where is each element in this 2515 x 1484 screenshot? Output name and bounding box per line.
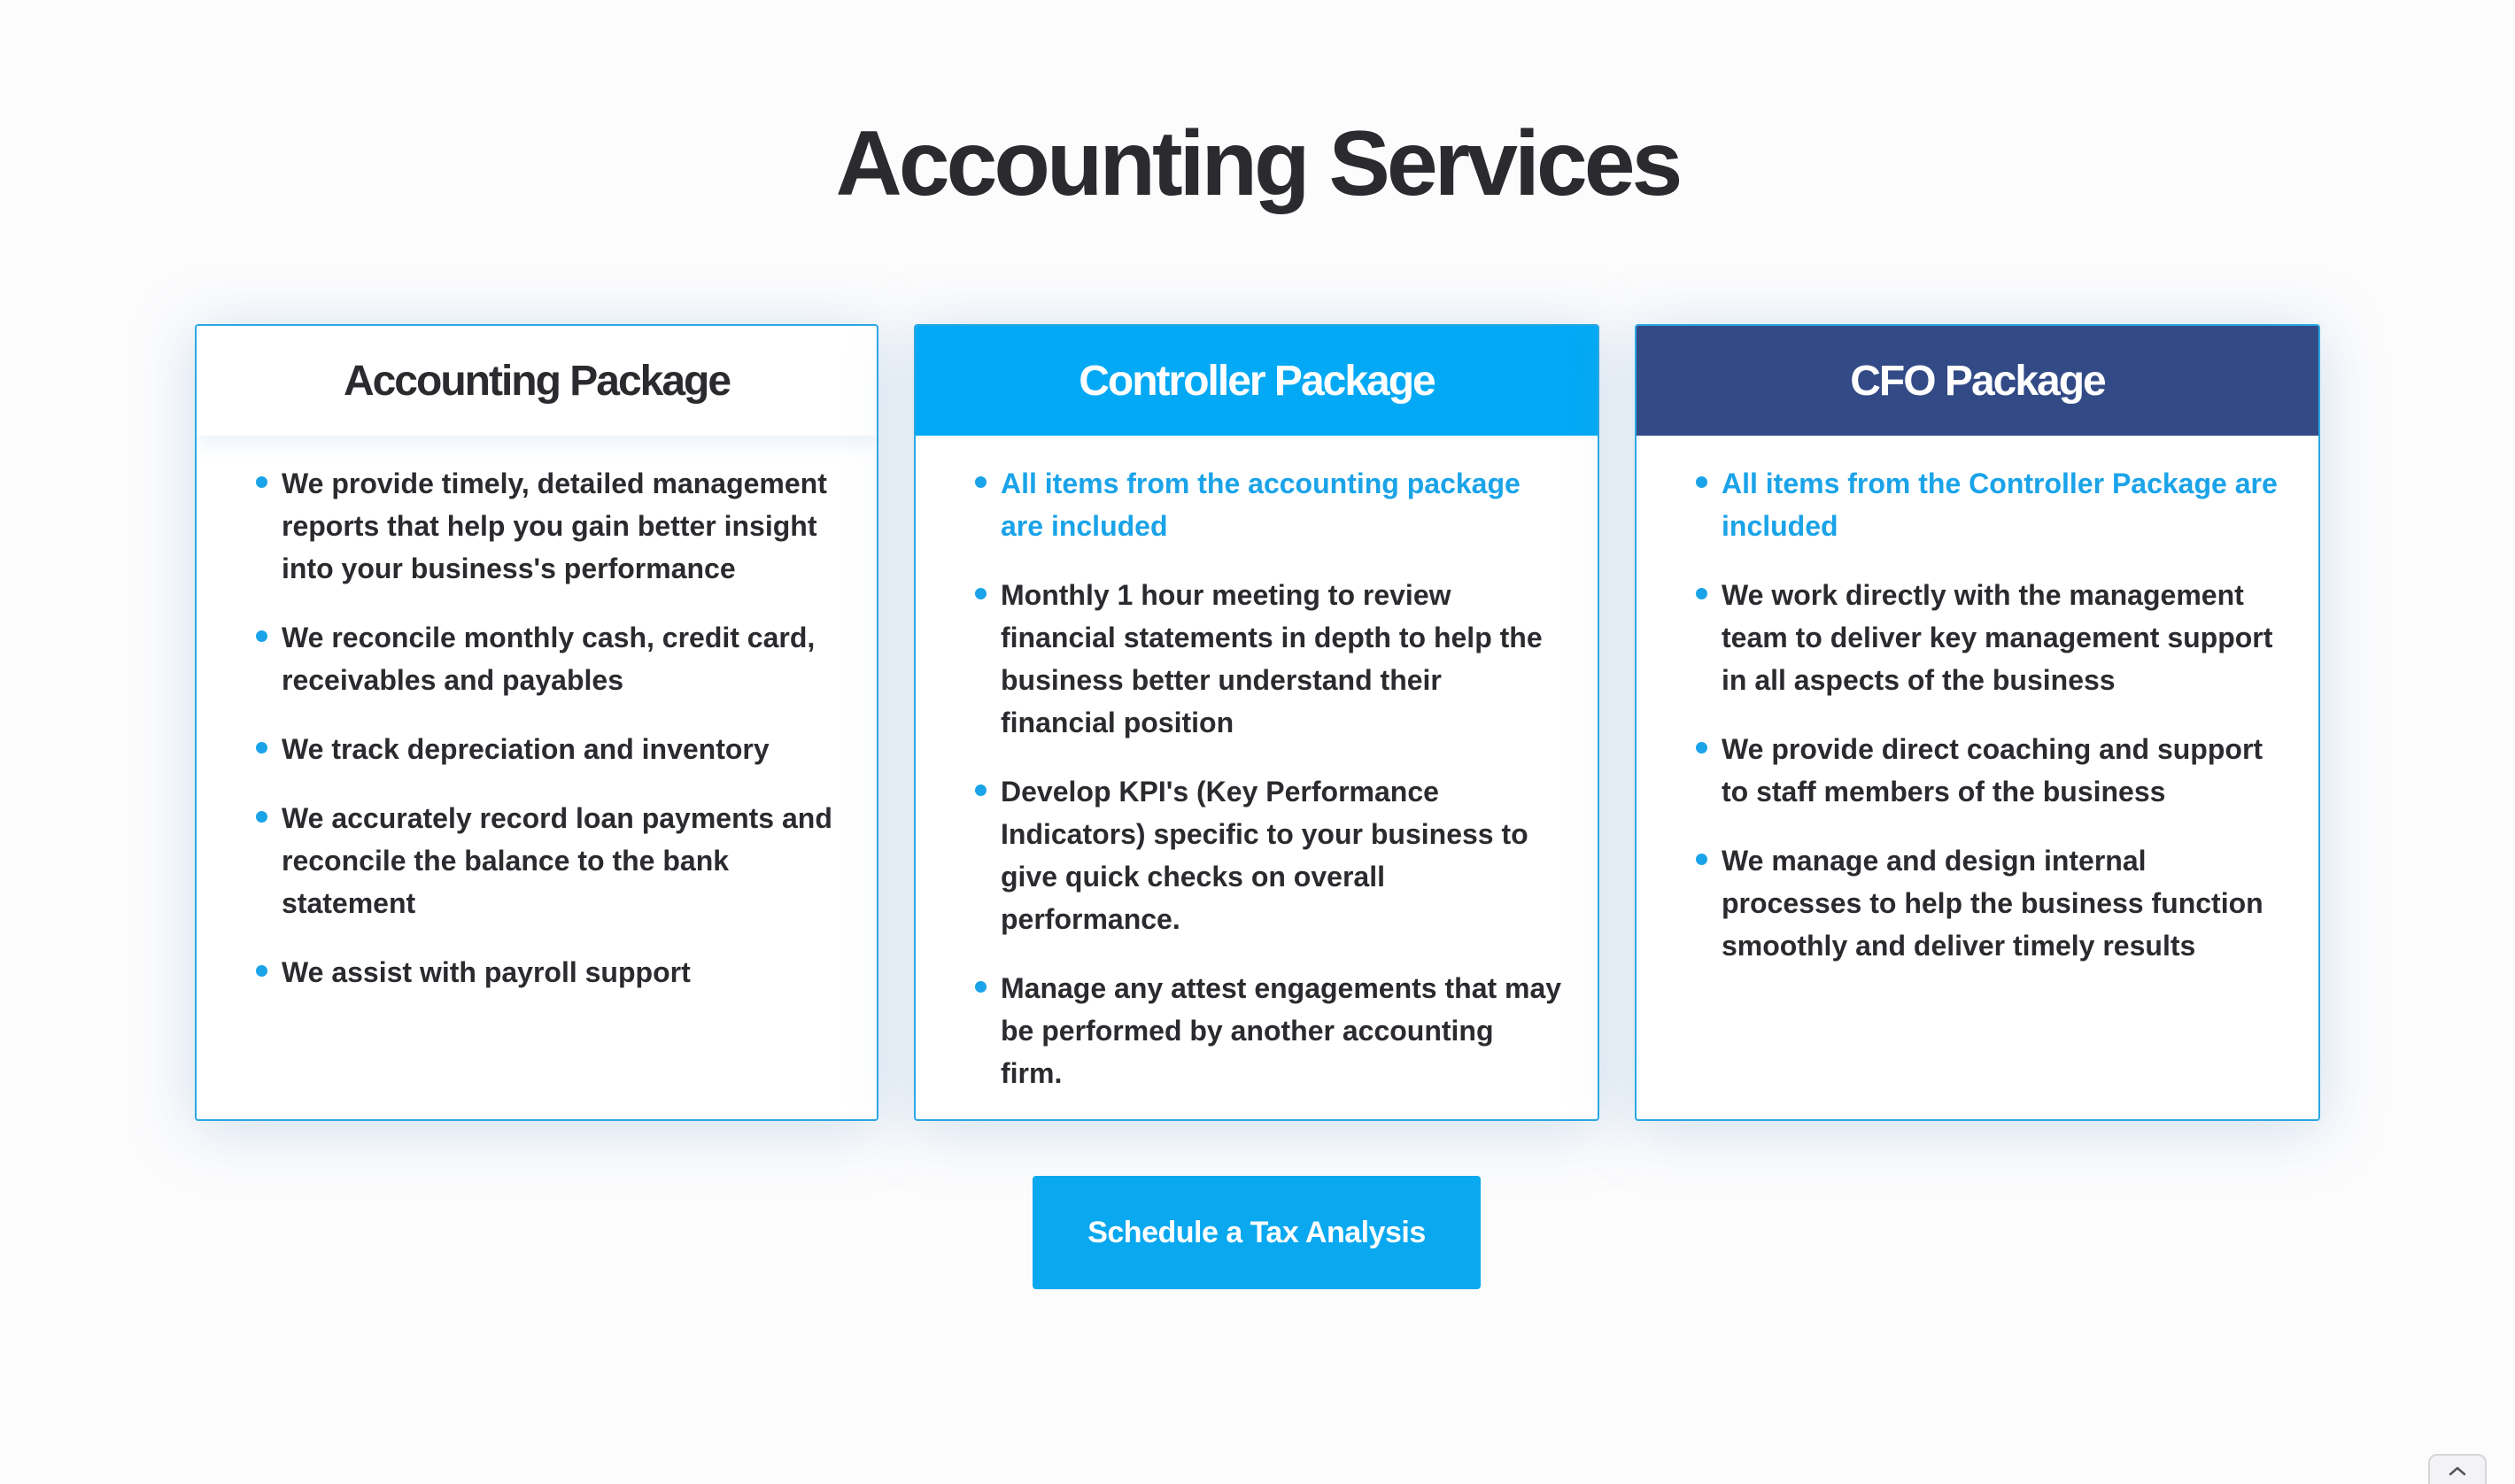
feature-item-highlight xyxy=(1722,462,2283,547)
bullet-dot-icon xyxy=(256,630,267,642)
bullet-dot-icon xyxy=(256,811,267,823)
feature-text: We reconcile monthly cash, credit card, receivables and payables xyxy=(282,622,816,696)
feature-text: Manage any attest engagements that may be performed by another accounting firm. xyxy=(1001,972,1562,1089)
feature-text: We manage and design internal processes to help the business function smoothly and deliver timely results xyxy=(1722,845,2264,962)
accounting-package-card xyxy=(195,324,878,1121)
bullet-dot-icon xyxy=(975,981,987,993)
card-title: Controller Package xyxy=(1079,357,1435,405)
card-title: Accounting Package xyxy=(343,357,731,405)
feature-text: All items from the Controller Package are included xyxy=(1722,468,2278,542)
page-title: Accounting Services xyxy=(835,112,1680,215)
feature-item xyxy=(1001,967,1562,1094)
bullet-dot-icon xyxy=(975,588,987,599)
card-header xyxy=(916,326,1598,436)
scroll-to-top-button[interactable] xyxy=(2428,1454,2487,1484)
feature-text: We provide timely, detailed management reports that help you gain better insight into your business's performance xyxy=(282,468,827,584)
feature-text: Develop KPI's (Key Performance Indicators) specific to your business to give quick checks on overall performance. xyxy=(1001,776,1528,935)
bullet-dot-icon xyxy=(256,965,267,977)
feature-item xyxy=(1001,770,1562,940)
card-header xyxy=(1637,326,2318,436)
bullet-dot-icon xyxy=(1696,476,1707,488)
feature-item xyxy=(282,462,841,590)
feature-text: We provide direct coaching and support to staff members of the business xyxy=(1722,733,2264,808)
feature-item xyxy=(282,951,841,993)
bullet-dot-icon xyxy=(1696,854,1707,865)
feature-list xyxy=(1637,436,2318,967)
feature-text: All items from the accounting package are included xyxy=(1001,468,1521,542)
controller-package-card xyxy=(914,324,1599,1121)
feature-item xyxy=(282,797,841,924)
feature-item xyxy=(1722,728,2283,813)
feature-item-highlight xyxy=(1001,462,1562,547)
bullet-dot-icon xyxy=(1696,588,1707,599)
bullet-dot-icon xyxy=(975,476,987,488)
schedule-tax-analysis-button[interactable]: Schedule a Tax Analysis xyxy=(1033,1176,1481,1289)
feature-item xyxy=(282,728,841,770)
feature-text: We accurately record loan payments and reconcile the balance to the bank statement xyxy=(282,802,832,919)
bullet-dot-icon xyxy=(256,476,267,488)
feature-text: We track depreciation and inventory xyxy=(282,733,770,765)
feature-item xyxy=(1722,574,2283,701)
card-title: CFO Package xyxy=(1850,357,2105,405)
feature-text: We work directly with the management team to deliver key management support in all aspects of the business xyxy=(1722,579,2273,696)
chevron-up-icon xyxy=(2447,1465,2468,1477)
feature-list xyxy=(916,436,1598,1094)
bullet-dot-icon xyxy=(975,785,987,796)
card-header xyxy=(197,326,877,436)
feature-item xyxy=(1001,574,1562,744)
cfo-package-card xyxy=(1635,324,2320,1121)
bullet-dot-icon xyxy=(1696,742,1707,754)
feature-item xyxy=(1722,839,2283,967)
feature-list xyxy=(197,436,877,993)
feature-text: Monthly 1 hour meeting to review financial statements in depth to help the business better understand their financial position xyxy=(1001,579,1543,738)
feature-item xyxy=(282,616,841,701)
bullet-dot-icon xyxy=(256,742,267,754)
feature-text: We assist with payroll support xyxy=(282,956,691,988)
